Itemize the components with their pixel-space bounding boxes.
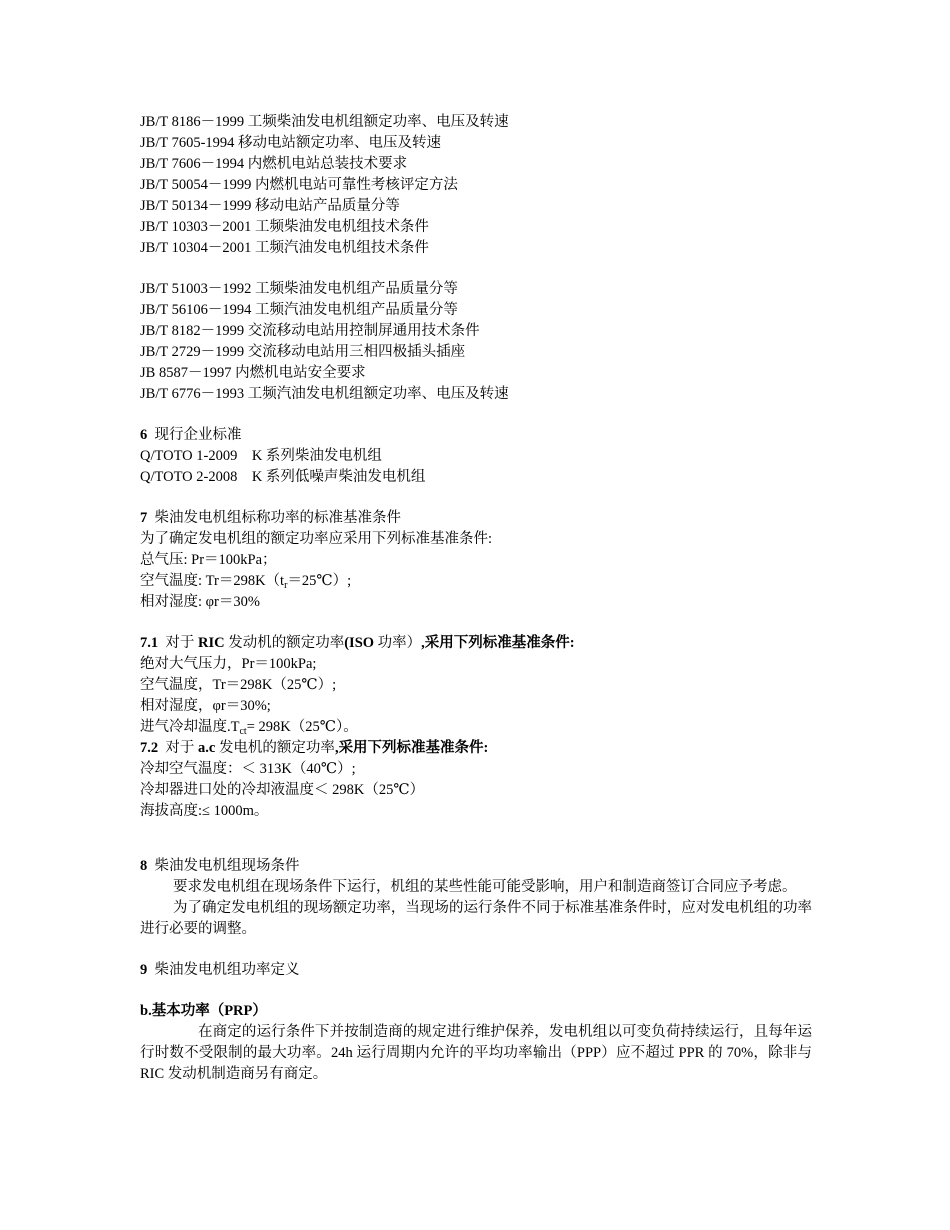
- section-heading: [140, 633, 812, 654]
- standard-item: JB/T 56106－1994 工频汽油发电机组产品质量分等: [140, 302, 458, 318]
- heading-text: (ISO: [344, 635, 375, 651]
- standard-item: JB/T 7606－1994 内燃机电站总装技术要求: [140, 156, 408, 172]
- section-7: [140, 508, 812, 613]
- standard-item: JB/T 50134－1999 移动电站产品质量分等: [140, 198, 400, 214]
- standards-list-a: [140, 112, 812, 259]
- section-heading: [140, 738, 812, 759]
- condition-line: 海拔高度:≤ 1000m。: [140, 803, 269, 819]
- section-title: 柴油发电机组标称功率的标准基准条件: [154, 510, 401, 526]
- condition-text: ＝25℃）;: [287, 573, 352, 589]
- heading-text: ,采用下列标准基准条件:: [421, 635, 575, 651]
- standard-item: JB/T 50054－1999 内燃机电站可靠性考核评定方法: [140, 177, 458, 193]
- section-heading: [140, 508, 812, 529]
- standard-item: JB/T 2729－1999 交流移动电站用三相四极插头插座: [140, 344, 466, 360]
- standard-item: JB/T 10303－2001 工频柴油发电机组技术条件: [140, 219, 429, 235]
- condition-text: 空气温度: Tr＝298K（t: [140, 573, 285, 589]
- section-number: 7: [140, 510, 148, 526]
- condition-text: 进气冷却温度.T: [140, 719, 240, 735]
- section-number: 6: [140, 427, 148, 443]
- subscript: ct: [239, 726, 247, 737]
- section-number: 7.1: [140, 635, 159, 651]
- document-page: [140, 112, 812, 1085]
- section-heading: [140, 960, 812, 981]
- paragraph: 为了确定发电机组的现场额定功率，当现场的运行条件不同于标准基准条件时，应对发电机组的功率进行必要的调整。: [140, 900, 812, 937]
- standard-item: JB/T 8182－1999 交流移动电站用控制屏通用技术条件: [140, 323, 480, 339]
- heading-text: 对于: [165, 635, 195, 651]
- section-title: 现行企业标准: [154, 427, 242, 443]
- condition-line: 相对湿度，φr＝30%;: [140, 698, 271, 714]
- section-heading: b.基本功率（PRP）: [140, 1003, 267, 1019]
- condition-humidity: 相对湿度: φr＝30%: [140, 594, 260, 610]
- heading-text: 对于: [165, 740, 195, 756]
- enterprise-standard-item: Q/TOTO 2-2008 K 系列低噪声柴油发电机组: [140, 469, 426, 485]
- condition-text: = 298K（25℃）。: [246, 719, 358, 735]
- heading-text: 发电机的额定功率: [218, 740, 335, 756]
- paragraph: 要求发电机组在现场条件下运行，机组的某些性能可能受影响，用户和制造商签订合同应予考虑。: [173, 879, 797, 895]
- heading-text: ,采用下列标准基准条件:: [334, 740, 489, 756]
- standard-item: JB/T 8186－1999 工频柴油发电机组额定功率、电压及转速: [140, 114, 509, 130]
- standard-item: JB/T 10304－2001 工频汽油发电机组技术条件: [140, 240, 429, 256]
- condition-pressure: 总气压: Pr＝100kPa；: [140, 552, 277, 568]
- section-title: 柴油发电机组现场条件: [154, 858, 300, 874]
- heading-text: a.c: [198, 740, 216, 756]
- section-9: [140, 960, 812, 981]
- standard-item: JB/T 6776－1993 工频汽油发电机组额定功率、电压及转速: [140, 386, 509, 402]
- standard-item: JB/T 7605-1994 移动电站额定功率、电压及转速: [140, 135, 442, 151]
- subscript: r: [284, 580, 288, 591]
- condition-temperature: [140, 571, 812, 592]
- paragraph: 在商定的运行条件下并按制造商的规定进行维护保养，发电机组以可变负荷持续运行，且每年运行时数不受限制的最大功率。24h 运行周期内允许的平均功率输出（PPP）应不超过 PPR 的 70%，除非与 RIC 发动机制造商另有商定。: [140, 1024, 812, 1082]
- standard-item: JB 8587－1997 内燃机电站安全要求: [140, 365, 366, 381]
- condition-line: 冷却器进口处的冷却液温度＜ 298K（25℃）: [140, 782, 425, 798]
- section-b: [140, 1001, 812, 1085]
- condition-line: 空气温度，Tr＝298K（25℃）;: [140, 677, 337, 693]
- section-8: [140, 856, 812, 940]
- heading-text: RIC: [198, 635, 225, 651]
- section-6: [140, 425, 812, 488]
- section-heading: [140, 856, 812, 877]
- section-number: 8: [140, 858, 148, 874]
- section-7-1: [140, 633, 812, 738]
- heading-text: 功率）: [377, 635, 422, 651]
- section-heading: [140, 425, 812, 446]
- heading-text: 发动机的额定功率: [228, 635, 345, 651]
- section-title: 柴油发电机组功率定义: [154, 962, 300, 978]
- section-intro: 为了确定发电机组的额定功率应采用下列标准基准条件:: [140, 531, 493, 547]
- section-number: 7.2: [140, 740, 159, 756]
- section-7-2: [140, 738, 812, 822]
- section-number: 9: [140, 962, 148, 978]
- condition-line: 绝对大气压力，Pr＝100kPa;: [140, 656, 317, 672]
- standard-item: JB/T 51003－1992 工频柴油发电机组产品质量分等: [140, 281, 458, 297]
- condition-line: [140, 717, 812, 738]
- condition-line: 冷却空气温度：＜ 313K（40℃）;: [140, 761, 356, 777]
- standards-list-b: [140, 279, 812, 405]
- enterprise-standard-item: Q/TOTO 1-2009 K 系列柴油发电机组: [140, 448, 382, 464]
